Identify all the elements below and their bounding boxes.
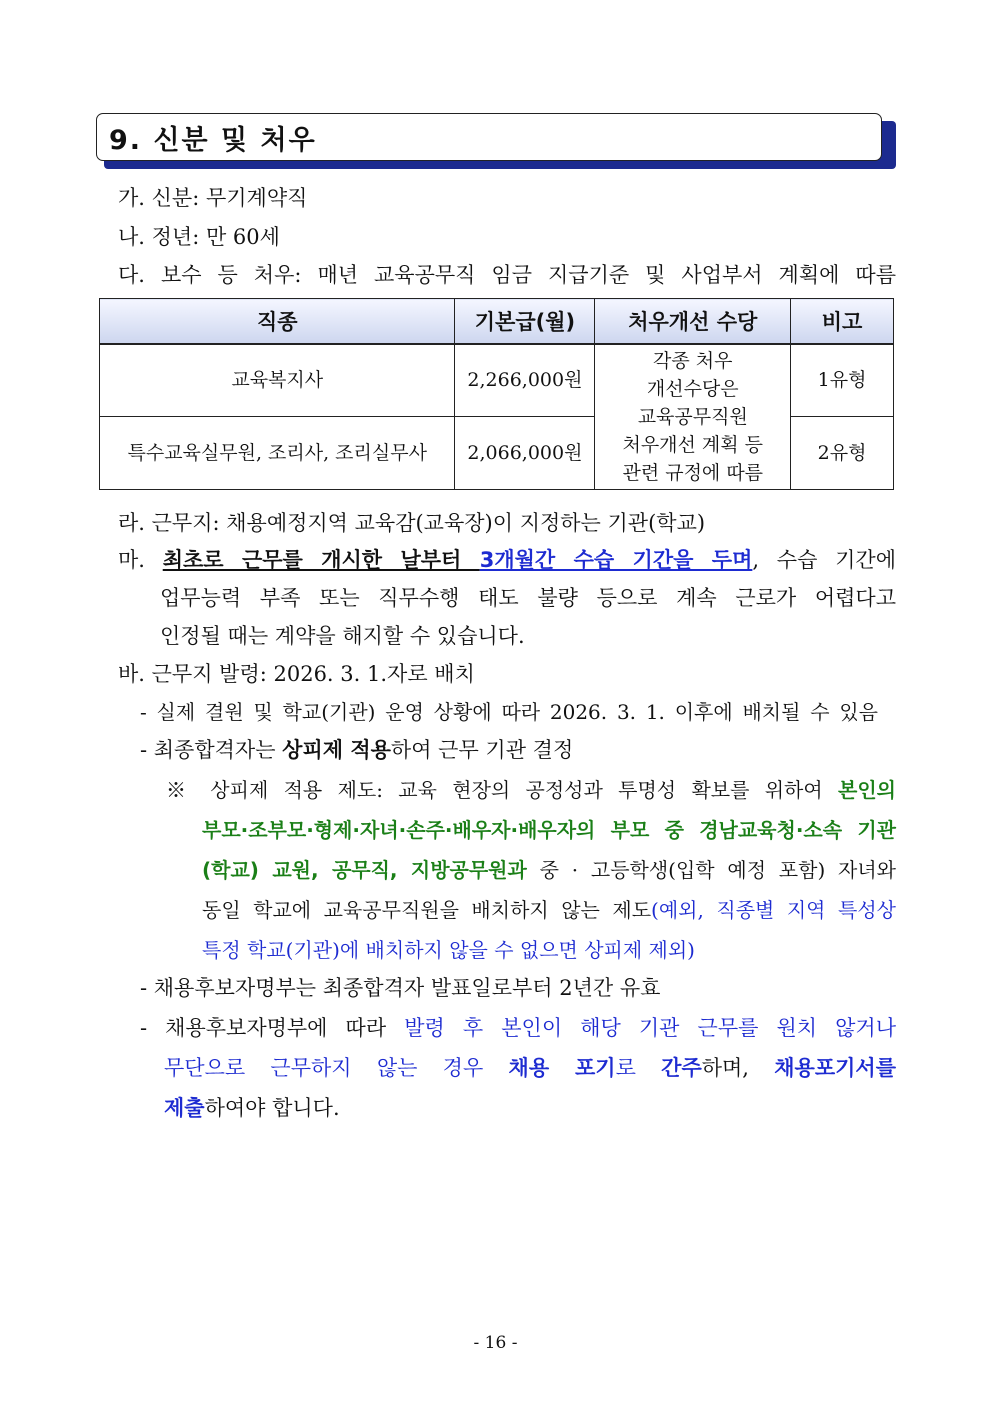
ba-sub2-post: 하여 근무 기관 결정 (390, 738, 574, 762)
item-ga: 가. 신분: 무기계약직 (118, 186, 308, 210)
note-l1-green: 본인의 (838, 778, 896, 802)
sub4-l2-bold3: 채용포기서를 (774, 1056, 896, 1080)
ba-sub2-pre: - 최종합격자는 (140, 738, 283, 762)
note-line5 (202, 935, 695, 965)
sub4-blue: 발령 후 본인이 해당 기관 근무를 원치 않거나 (404, 1016, 897, 1040)
note-line2 (202, 815, 896, 845)
header-pay: 기본급(월) (455, 299, 595, 345)
pay-table (99, 298, 894, 490)
cell-job: 교육복지사 (100, 344, 455, 416)
note-l3-green: (학교) 교원, 공무직, 지방공무원과 (202, 858, 527, 882)
note-line3 (202, 855, 896, 885)
sub4-l3-bold: 제출 (164, 1096, 205, 1120)
section-title-box (96, 113, 896, 169)
item-da: 다. 보수 등 처우: 매년 교육공무직 임금 지급기준 및 사업부서 계획에 따름 (118, 263, 896, 287)
sub4-l2-bold1: 채용 포기 (508, 1056, 616, 1080)
note-l2-green: 부모·조부모·형제·자녀·손주·배우자·배우자의 부모 중 경남교육청·소속 기관 (202, 818, 896, 842)
sub4-l2-blue2: 로 (615, 1056, 662, 1080)
item-ra: 라. 근무지: 채용예정지역 교육감(교육장)이 지정하는 기관(학교) (118, 511, 706, 535)
cell-pay: 2,066,000원 (455, 416, 595, 489)
section-title: 9. 신분 및 처우 (96, 113, 882, 161)
ma-probation: 3개월간 수습 기간을 두며 (479, 548, 753, 572)
sub4-l2-blue: 무단으로 근무하지 않는 경우 (164, 1056, 509, 1080)
header-job: 직종 (100, 299, 455, 345)
header-allowance: 처우개선 수당 (595, 299, 791, 345)
cell-note: 2유형 (791, 416, 894, 489)
item-ma-line3: 인정될 때는 계약을 해지할 수 있습니다. (160, 624, 525, 648)
table-row (100, 344, 894, 416)
sub4-l3-post: 하여야 합니다. (204, 1096, 340, 1120)
ma-bold: 최초로 근무를 개시한 날부터 (162, 548, 480, 572)
header-note: 비고 (791, 299, 894, 345)
allowance-line: 개선수당은 (646, 377, 739, 400)
note-l5-blue: 특정 학교(기관)에 배치하지 않을 수 없으면 상피제 제외) (202, 938, 695, 962)
item-ba: 바. 근무지 발령: 2026. 3. 1.자로 배치 (118, 662, 475, 686)
cell-job: 특수교육실무원, 조리사, 조리실무사 (100, 416, 455, 489)
ba-sub4-line2 (164, 1053, 896, 1083)
ba-sub3: - 채용후보자명부는 최종합격자 발표일로부터 2년간 유효 (140, 976, 661, 1000)
allowance-line: 관련 규정에 따름 (622, 461, 764, 484)
note-l3-post: 중 · 고등학생(입학 예정 포함) 자녀와 (526, 858, 896, 882)
ma-prefix: 마. (118, 548, 163, 572)
ba-sub4-line1 (140, 1013, 896, 1043)
table-header-row (100, 299, 894, 345)
item-ma-line2: 업무능력 부족 또는 직무수행 태도 불량 등으로 계속 근로가 어렵다고 (160, 586, 896, 610)
note-line4 (202, 895, 896, 925)
note-line1 (166, 775, 896, 805)
sub4-l2-mid: 하며, (701, 1056, 775, 1080)
ma-rest: , 수습 기간에 (752, 548, 896, 572)
sub4-l2-bold2: 간주 (661, 1056, 702, 1080)
ba-sub4-line3 (164, 1093, 340, 1123)
page-number: - 16 - (473, 1333, 518, 1353)
item-ma-line1 (118, 545, 896, 575)
allowance-line: 교육공무직원 (637, 405, 748, 428)
note-l4-pre: 동일 학교에 교육공무직원을 배치하지 않는 제도 (202, 898, 652, 922)
allowance-line: 처우개선 계획 등 (622, 433, 764, 456)
cell-note: 1유형 (791, 344, 894, 416)
cell-pay: 2,266,000원 (455, 344, 595, 416)
note-l4-blue: (예외, 직종별 지역 특성상 (651, 898, 896, 922)
cell-allowance (595, 344, 791, 489)
ba-sub2 (140, 735, 573, 765)
note-l1-pre: ※ 상피제 적용 제도: 교육 현장의 공정성과 투명성 확보를 위하여 (166, 778, 839, 802)
allowance-line: 각종 처우 (653, 349, 733, 372)
ba-sub2-bold: 상피제 적용 (282, 738, 391, 762)
item-na: 나. 정년: 만 60세 (118, 225, 280, 249)
sub4-pre: - 채용후보자명부에 따라 (140, 1016, 405, 1040)
ba-sub1: - 실제 결원 및 학교(기관) 운영 상황에 따라 2026. 3. 1. 이후에 배치될 수 있음 (140, 700, 878, 724)
